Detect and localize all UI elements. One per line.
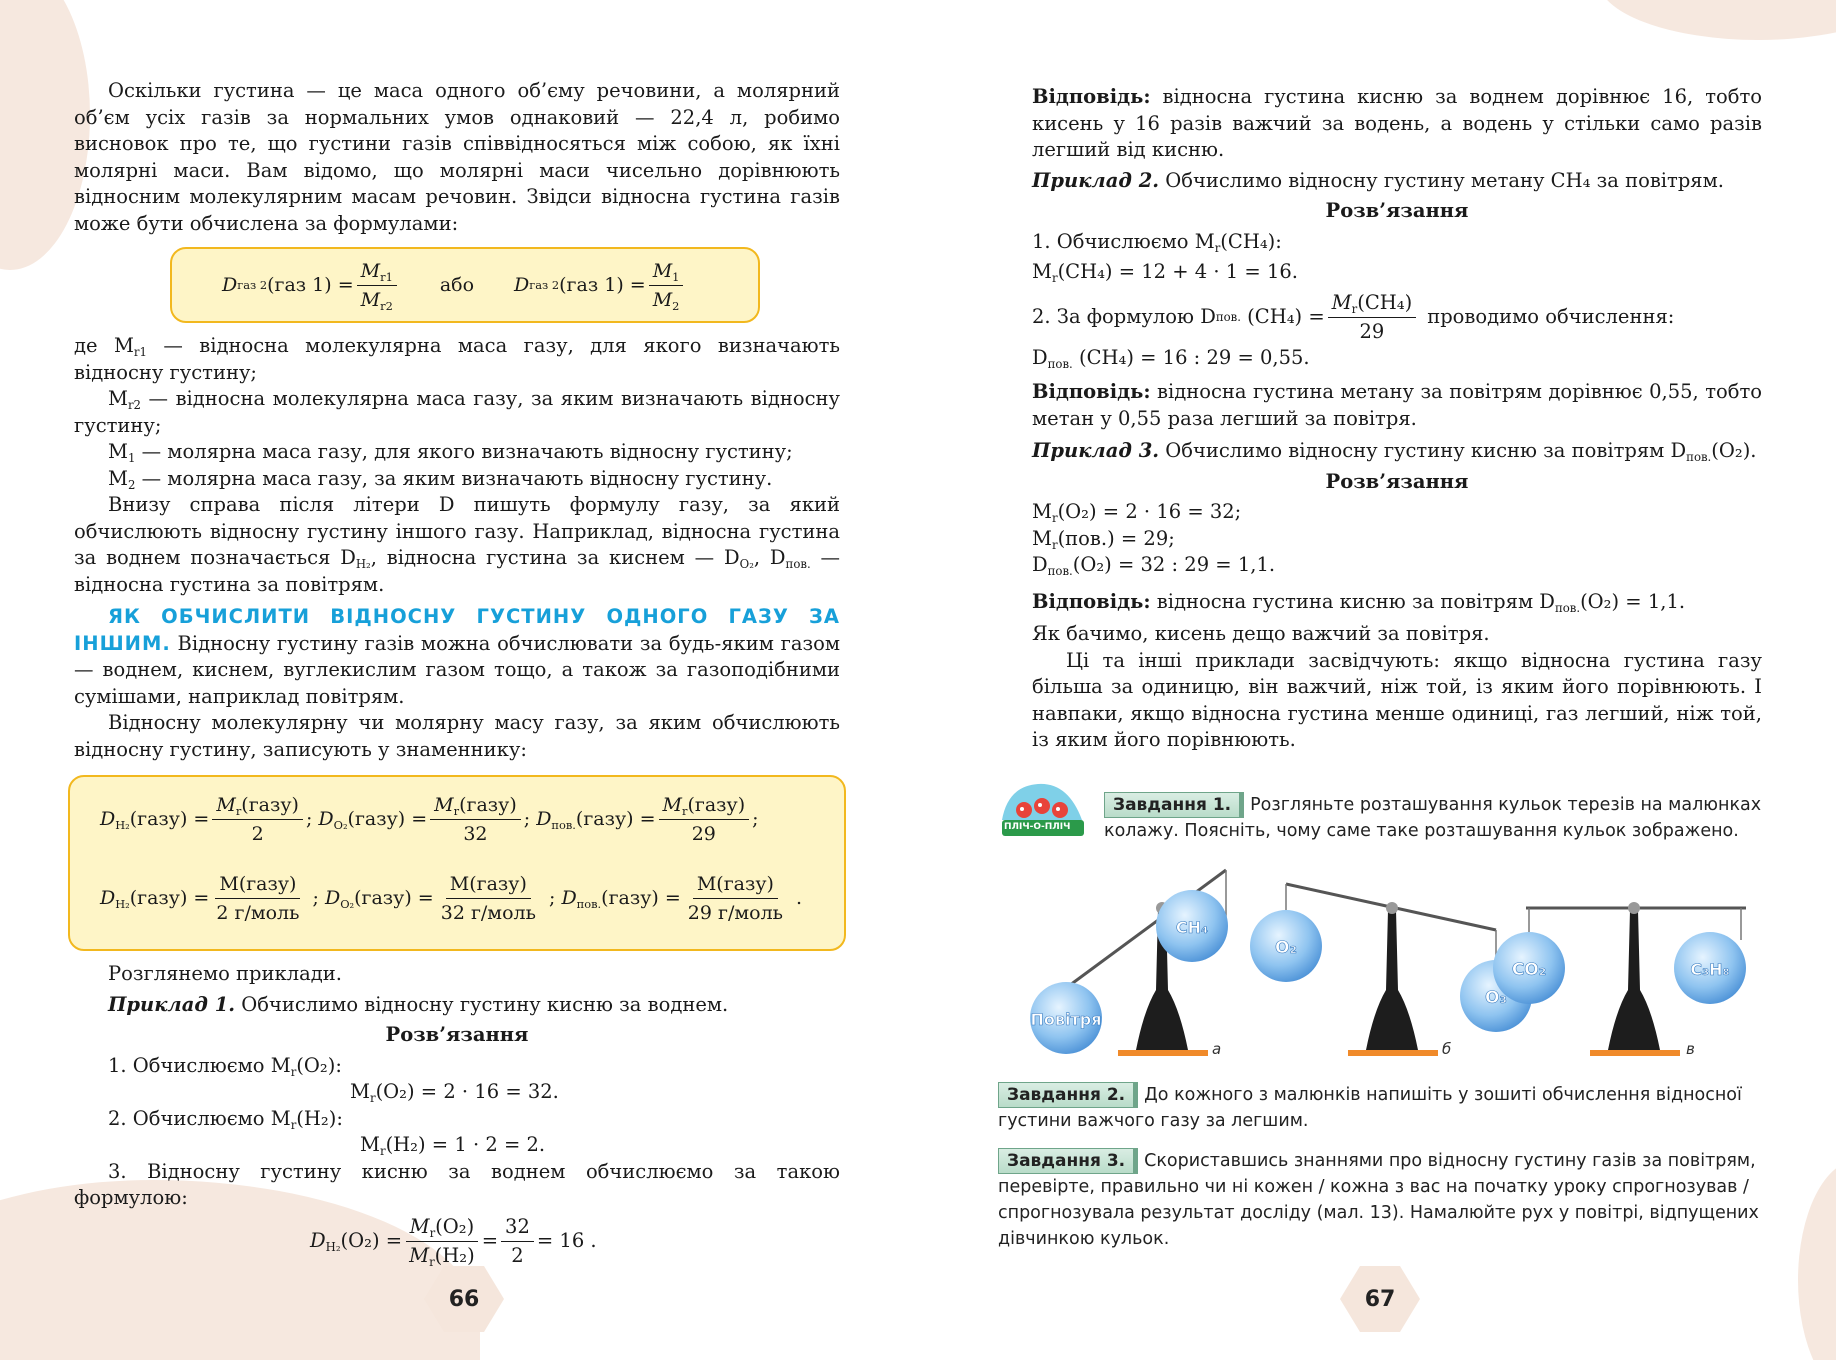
- ex3-line1: $M_r(O_2) = 2 \cdot 16 = 32$;: [1032, 500, 1242, 526]
- section-paragraph: ЯК ОБЧИСЛИТИ ВІДНОСНУ ГУСТИНУ ОДНОГО ГАЗУ ЗА ІНШИМ. Відносну густину газів можна обчислювати за будь-яким газом — воднем, киснем, вуглекислим газом тощо, а також за газоподібними сумішами, наприклад повітрям.: [74, 605, 840, 708]
- ball-o2: [1250, 910, 1322, 982]
- figure-label-a: а: [1212, 1040, 1222, 1058]
- ball-co2: [1493, 932, 1565, 1004]
- ex1-step2-calc: $M_r(H_2) = 1 \cdot 2 = 2$.: [360, 1133, 546, 1159]
- example-2: Приклад 2. Обчислимо відносну густину метану CH₄ за повітрям.: [1032, 168, 1724, 192]
- ploch-logo: [998, 780, 1088, 850]
- solution-heading-3: Розв’язання: [1325, 469, 1469, 493]
- big-formula-box: [68, 775, 846, 951]
- task-3: Завдання 3. Скориставшись знаннями про відносну густину газів за повітрям, перевірте, правильно чи ні кожен / кожна з вас на початку уроку спрогнозував / спрогнозувала результат досліду (мал. 13). Намалюйте рух у повітрі, відпущених дівчинкою кульок.: [998, 1148, 1762, 1252]
- task-2-label: Завдання 2.: [998, 1082, 1138, 1108]
- ex1-step3: 3. Відносну густину кисню за воднем обчислюємо за такою формулою:: [74, 1159, 840, 1209]
- decor-blob-top-right: [1598, 0, 1836, 40]
- final-formula: $D_{H_2}(O_2)$ = $\frac{M_r(O_2)}{M_r(H_2)}$ = $\frac{32}{2}$ = 16 .: [310, 1214, 597, 1269]
- definition-3: $M_1$ — молярна маса газу, для якого визначають відносну густину;: [108, 440, 793, 466]
- conclusion-2: Ці та інші приклади засвідчують: якщо відносна густина газу більша за одиницю, він важчий, ніж той, із яким його порівнюють. І навпаки, якщо відносна густина менше одиниці, газ легший, ніж той, із яким його порівнюють.: [1032, 648, 1762, 751]
- ex1-step1: 1. Обчислюємо $M_r(O_2)$:: [108, 1053, 342, 1079]
- page-number-left: 66: [424, 1266, 504, 1332]
- decor-blob-right-edge: [1798, 1160, 1836, 1360]
- task-2: Завдання 2. До кожного з малюнків напишіть у зошиті обчислення відносної густини важчого газу за легшим.: [998, 1082, 1762, 1134]
- right-column: [1032, 84, 1762, 754]
- ball-c3h8: [1674, 932, 1746, 1004]
- scales-illustration: [1026, 860, 1746, 1060]
- answer-1: Відповідь: відносна густина кисню за воднем дорівнює 16, тобто кисень у 16 разів важчий за водень, а водень у стільки само разів легший від кисню.: [1032, 85, 1762, 161]
- ex2-step2-calc: $D_{пов.}$ (CH₄) = 16 : 29 = 0,55.: [1032, 345, 1310, 371]
- team-logo-icon: [998, 780, 1088, 850]
- svg-text:O₂: O₂: [1275, 938, 1297, 958]
- scale-b: [1286, 884, 1496, 1056]
- conclusion-1: Як бачимо, кисень дещо важчий за повітря.: [1032, 622, 1490, 645]
- right-page: [918, 0, 1836, 1360]
- svg-text:Повітря: Повітря: [1030, 1010, 1102, 1029]
- ex3-line3: $D_{пов.}(O_2) = 32$ : 29 = 1,1.: [1032, 553, 1276, 579]
- ex2-step1-calc: $M_r(CH_4) = 12 + 4 \cdot 1 = 16$.: [1032, 260, 1298, 286]
- page-number-right: 67: [1340, 1266, 1420, 1332]
- task-1: Завдання 1. Розгляньте розташування кульок терезів на малюнках колажу. Поясніть, чому саме таке розташування кульок зображено.: [1104, 792, 1762, 844]
- ex1-step2: 2. Обчислюємо $M_r(H_2)$:: [108, 1106, 343, 1132]
- ex2-step2: 2. За формулою D пов. (CH₄) = $\frac{M_r(CH_4)}{29}$ проводимо обчислення:: [1032, 290, 1675, 343]
- ex1-step1-calc: $M_r(O_2) = 2 \cdot 16 = 32$.: [350, 1080, 559, 1106]
- logo-caption: ПЛІЧ-О-ПЛІЧ: [1004, 822, 1071, 832]
- ball-ch4: [1156, 890, 1228, 962]
- svg-text:C₃H₈: C₃H₈: [1690, 960, 1730, 979]
- svg-text:CH₄: CH₄: [1175, 918, 1209, 937]
- svg-text:CO₂: CO₂: [1511, 960, 1547, 980]
- formula-row-mr: $D_{H_2}(газу)$ = $\frac{M_r(газу)}{2}$ ; $D_{O_2}(газу)$ = $\frac{M_r(газу)}{32}$ ; $D_{пов.}(газу)$ = $\frac{M_r(газу)}{29}$ ;: [100, 793, 759, 845]
- or-label: або: [439, 273, 475, 296]
- denominator-paragraph: Відносну молекулярну чи молярну масу газу, за яким обчислюють відносну густину, записують у знаменнику:: [74, 711, 840, 761]
- figure-label-c: в: [1686, 1040, 1695, 1058]
- task-3-label: Завдання 3.: [998, 1148, 1138, 1174]
- ex3-line2: $M_r(пов.) = 29$;: [1032, 526, 1175, 552]
- definition-1: де $M_{r1}$ — відносна молекулярна маса газу, для якого визначають відносну густину;: [74, 334, 840, 384]
- example-1: Приклад 1. Обчислимо відносну густину кисню за воднем.: [108, 992, 729, 1016]
- answer-3: Відповідь: відносна густина кисню за повітрям $D_{пов.}(O_2) = 1,1$.: [1032, 589, 1686, 615]
- answer-2: Відповідь: відносна густина метану за повітрям дорівнює 0,55, тобто метан у 0,55 раза легший за повітря.: [1032, 380, 1762, 430]
- ex2-step1: 1. Обчислюємо $M_r(CH_4)$:: [1032, 229, 1282, 255]
- example-3: Приклад 3. Обчислимо відносну густину кисню за повітрям $D_{пов.}(O_2)$.: [1032, 439, 1757, 465]
- ball-air: [1030, 982, 1102, 1054]
- examples-intro: Розглянемо приклади.: [108, 962, 342, 985]
- solution-heading-1: Розв’язання: [385, 1023, 529, 1046]
- solution-heading-2: Розв’язання: [1325, 199, 1469, 222]
- svg-text:O₃: O₃: [1485, 988, 1507, 1008]
- figure-label-b: б: [1442, 1040, 1452, 1058]
- definition-4: $M_2$ — молярна маса газу, за яким визначають відносну густину.: [108, 466, 773, 492]
- definition-2: $M_{r2}$ — відносна молекулярна маса газу, за яким визначають відносну густину;: [74, 387, 840, 437]
- formula-2: D газ 2 ( газ 1 ) = $\frac{M_1}{M_2}$: [514, 258, 686, 313]
- intro-paragraph: Оскільки густина — це маса одного об’єму речовини, а молярний об’єм усіх газів за нормальних умов однаковий — 22,4 л, робимо висновок про те, що густини газів співвідносяться між собою, як їхні молярні маси. Вам відомо, що молярні маси чисельно дорівнюють відносним молекулярним масам речовин. Звідси відносна густина газів може бути обчислена за формулами:: [74, 79, 840, 235]
- formula-box: [170, 247, 760, 323]
- notation-paragraph: Внизу справа після літери D пишуть формулу газу, за який обчислюють відносну густину іншого газу. Наприклад, відносна густина за воднем позначається $D_{H_2}$, відносна густина за киснем — $D_{O_2}$, $D_{пов.}$ — відносна густина за повітрям.: [74, 493, 840, 596]
- section-heading: ЯК ОБЧИСЛИТИ ВІДНОСНУ ГУСТИНУ ОДНОГО ГАЗУ ЗА ІНШИМ.: [74, 605, 840, 655]
- formula-1: D газ 2 ( газ 1 ) = $\frac{M_{r1}}{M_{r2}}$: [222, 258, 400, 313]
- left-column: [74, 78, 840, 1269]
- formula-row-m: $D_{H_2}(газу)$ = $\frac{\text{M(газу)}}{\text{2 г/моль}}$ ; $D_{O_2}(газу)$ = $\frac{\text{M(газу)}}{\text{32 г/моль}}$ ; $D_{пов.}(газу)$ = $\frac{\text{M(газу)}}{\text{29 г/моль}}$ .: [100, 872, 803, 924]
- task-1-label: Завдання 1.: [1104, 792, 1244, 818]
